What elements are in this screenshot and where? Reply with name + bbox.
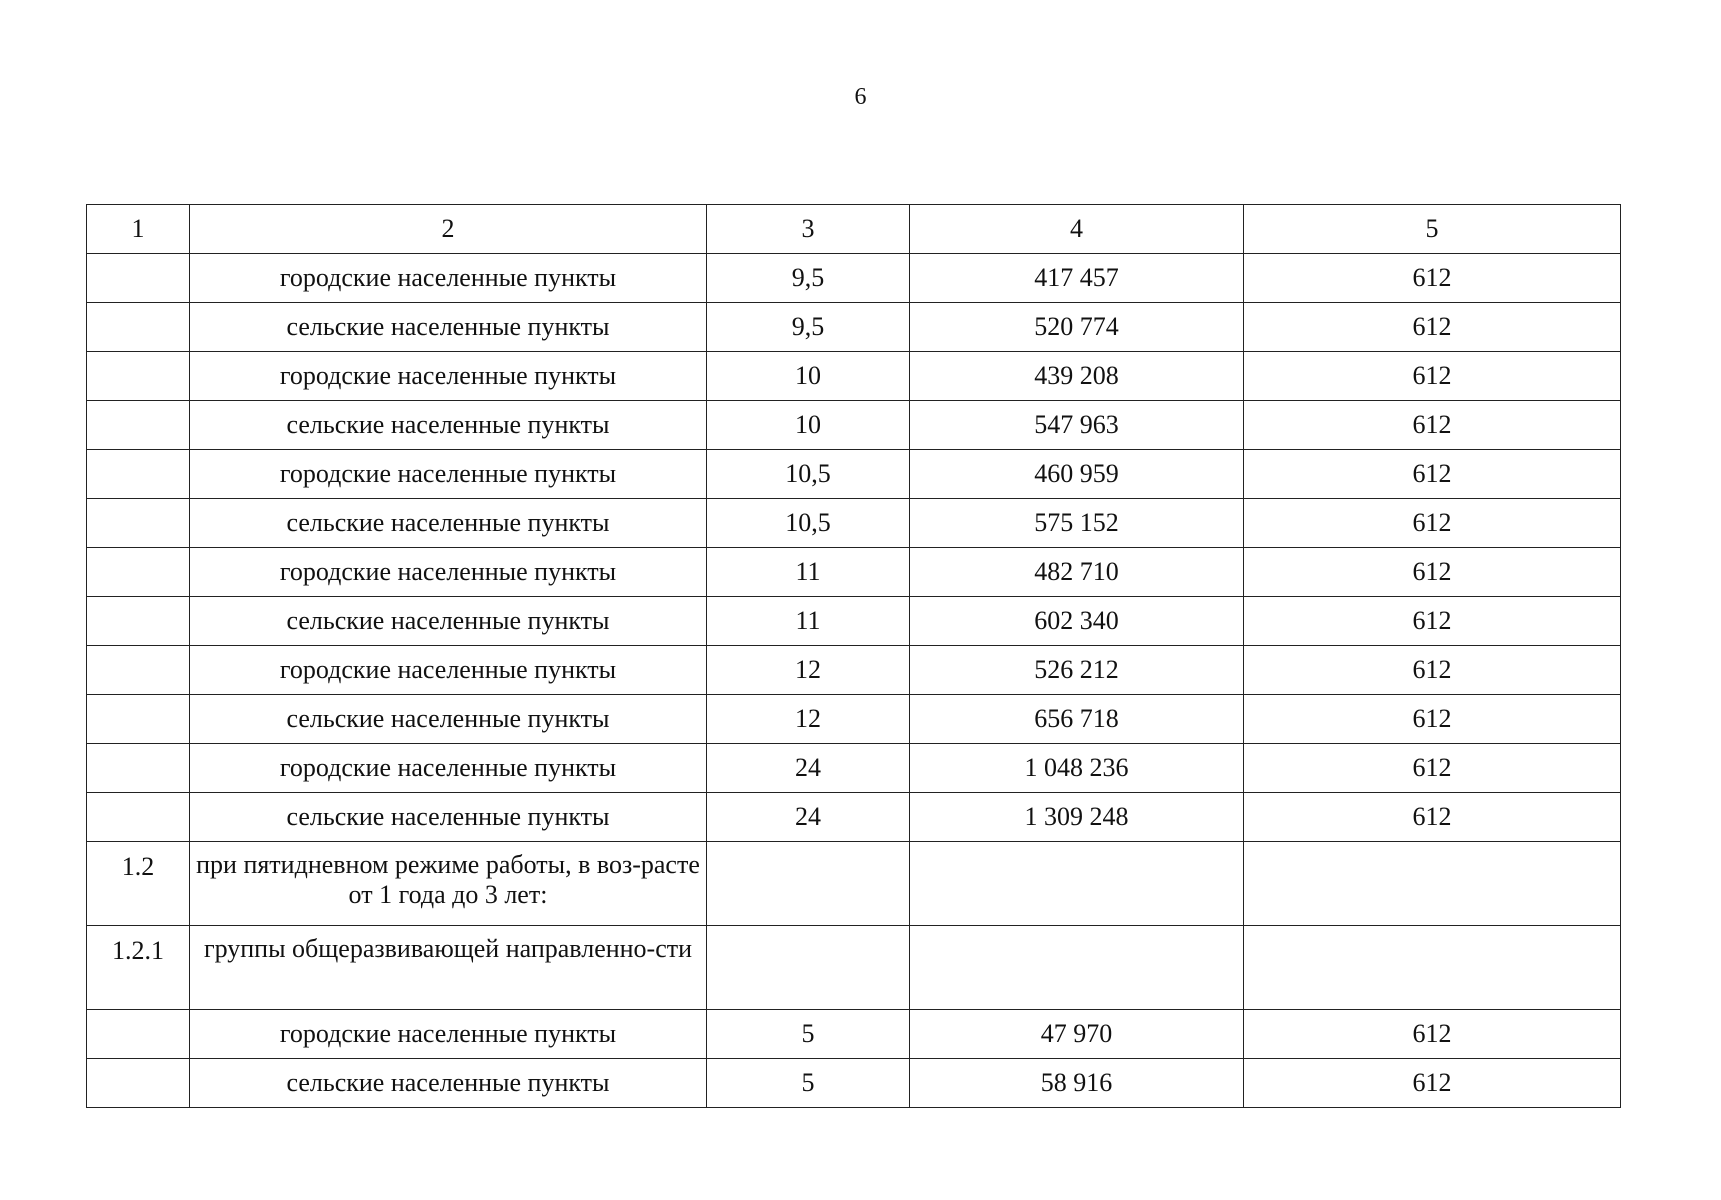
table-row — [87, 793, 1621, 842]
table-row — [87, 352, 1621, 401]
row-col5-cell: 612 — [1244, 352, 1621, 401]
row-name-cell: сельские населенные пункты — [190, 597, 707, 646]
row-col5-cell: 612 — [1244, 303, 1621, 352]
row-col5-cell: 612 — [1244, 646, 1621, 695]
row-number-cell — [87, 793, 190, 842]
row-name-cell: группы общеразвивающей направленно-сти — [190, 926, 707, 1010]
row-col3-cell: 5 — [707, 1010, 910, 1059]
row-col3-cell: 10 — [707, 352, 910, 401]
row-col4-cell: 482 710 — [910, 548, 1244, 597]
row-col4-cell — [910, 842, 1244, 926]
row-col4-cell: 58 916 — [910, 1059, 1244, 1108]
row-name-cell: сельские населенные пункты — [190, 695, 707, 744]
row-col5-cell: 612 — [1244, 597, 1621, 646]
row-col3-cell: 10,5 — [707, 499, 910, 548]
row-number-cell — [87, 499, 190, 548]
row-col3-cell: 10 — [707, 401, 910, 450]
row-col4-cell: 47 970 — [910, 1010, 1244, 1059]
row-col4-cell: 520 774 — [910, 303, 1244, 352]
row-col5-cell — [1244, 926, 1621, 1010]
row-col5-cell: 612 — [1244, 1010, 1621, 1059]
row-name-cell: сельские населенные пункты — [190, 1059, 707, 1108]
row-col4-cell: 1 048 236 — [910, 744, 1244, 793]
table-row — [87, 926, 1621, 1010]
row-number-cell — [87, 597, 190, 646]
header-cell-4: 4 — [910, 205, 1244, 254]
row-name-cell: городские населенные пункты — [190, 548, 707, 597]
row-col3-cell: 12 — [707, 695, 910, 744]
row-col4-cell: 417 457 — [910, 254, 1244, 303]
row-number-cell — [87, 254, 190, 303]
row-number-cell: 1.2 — [87, 842, 190, 926]
row-col5-cell: 612 — [1244, 548, 1621, 597]
row-number-cell — [87, 646, 190, 695]
row-col5-cell: 612 — [1244, 695, 1621, 744]
row-col5-cell: 612 — [1244, 450, 1621, 499]
row-number-cell — [87, 695, 190, 744]
row-number-cell — [87, 1010, 190, 1059]
row-col3-cell: 24 — [707, 793, 910, 842]
row-number-cell — [87, 744, 190, 793]
row-col5-cell: 612 — [1244, 1059, 1621, 1108]
table-row — [87, 597, 1621, 646]
header-cell-1: 1 — [87, 205, 190, 254]
row-col3-cell: 24 — [707, 744, 910, 793]
row-name-cell: городские населенные пункты — [190, 744, 707, 793]
row-name-cell: городские населенные пункты — [190, 646, 707, 695]
row-col5-cell — [1244, 842, 1621, 926]
row-col5-cell: 612 — [1244, 744, 1621, 793]
row-number-cell — [87, 1059, 190, 1108]
table-body — [87, 205, 1621, 1108]
table-row — [87, 401, 1621, 450]
row-col3-cell: 9,5 — [707, 303, 910, 352]
table-row — [87, 695, 1621, 744]
table-row — [87, 548, 1621, 597]
header-cell-3: 3 — [707, 205, 910, 254]
table-row — [87, 1059, 1621, 1108]
row-col4-cell: 1 309 248 — [910, 793, 1244, 842]
table-row — [87, 303, 1621, 352]
row-name-cell: городские населенные пункты — [190, 450, 707, 499]
row-col4-cell: 460 959 — [910, 450, 1244, 499]
table-row — [87, 499, 1621, 548]
table-row — [87, 842, 1621, 926]
row-name-cell: сельские населенные пункты — [190, 401, 707, 450]
row-name-cell: городские населенные пункты — [190, 1010, 707, 1059]
row-col4-cell: 547 963 — [910, 401, 1244, 450]
row-number-cell: 1.2.1 — [87, 926, 190, 1010]
row-col3-cell: 5 — [707, 1059, 910, 1108]
row-number-cell — [87, 303, 190, 352]
row-col3-cell: 10,5 — [707, 450, 910, 499]
table-row — [87, 254, 1621, 303]
row-col3-cell: 9,5 — [707, 254, 910, 303]
row-col3-cell: 11 — [707, 548, 910, 597]
row-number-cell — [87, 352, 190, 401]
row-name-cell: сельские населенные пункты — [190, 499, 707, 548]
row-name-cell: городские населенные пункты — [190, 352, 707, 401]
table-row — [87, 450, 1621, 499]
page-number: 6 — [854, 84, 867, 110]
row-col5-cell: 612 — [1244, 254, 1621, 303]
tariff-table — [86, 204, 1621, 1108]
row-col3-cell: 12 — [707, 646, 910, 695]
row-col5-cell: 612 — [1244, 499, 1621, 548]
row-name-cell: городские населенные пункты — [190, 254, 707, 303]
row-name-cell: при пятидневном режиме работы, в воз-раcте от 1 года до 3 лет: — [190, 842, 707, 926]
row-name-cell: сельские населенные пункты — [190, 303, 707, 352]
header-cell-2: 2 — [190, 205, 707, 254]
table-row — [87, 646, 1621, 695]
row-col5-cell: 612 — [1244, 793, 1621, 842]
row-name-cell: сельские населенные пункты — [190, 793, 707, 842]
row-col3-cell — [707, 842, 910, 926]
table-row — [87, 744, 1621, 793]
row-col4-cell: 656 718 — [910, 695, 1244, 744]
row-number-cell — [87, 401, 190, 450]
row-col4-cell: 439 208 — [910, 352, 1244, 401]
row-col5-cell: 612 — [1244, 401, 1621, 450]
row-number-cell — [87, 548, 190, 597]
header-cell-5: 5 — [1244, 205, 1621, 254]
row-number-cell — [87, 450, 190, 499]
row-col3-cell — [707, 926, 910, 1010]
row-col3-cell: 11 — [707, 597, 910, 646]
row-col4-cell: 526 212 — [910, 646, 1244, 695]
row-col4-cell: 575 152 — [910, 499, 1244, 548]
table-header-row — [87, 205, 1621, 254]
table-row — [87, 1010, 1621, 1059]
row-col4-cell — [910, 926, 1244, 1010]
row-col4-cell: 602 340 — [910, 597, 1244, 646]
